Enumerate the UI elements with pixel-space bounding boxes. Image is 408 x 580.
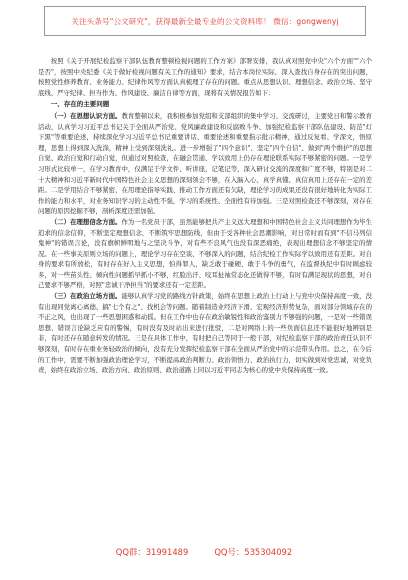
- subsection-1: [38, 111, 372, 217]
- intro-paragraph: 按照《关于开展纪检监察干部队伍教育整顿检视问题的工作方案》部署安排，我认真对照党中央"六个方面""六个是否"，按照中央纪委《关于做好检视问题有关工作的通知》要求，结合本岗位实际，深入查找自身存在的突出问题，按照党性修养教育、业务能力、纪律作风等方面认真梳理了存在的问题。重点从思想认识、理想信念、政治立场、坚守底线、严守纪律、担当作为、作风建设、廉洁自律等方面，现将有关情况报告如下：: [38, 57, 372, 97]
- subsection-2-title: （二）在理想信念方面。: [50, 217, 122, 226]
- subsection-3-title: （三）在政治立场方面。: [50, 292, 122, 301]
- subsection-1-title: （一）在思想认识方面。: [50, 111, 122, 120]
- promo-banner: [44, 6, 366, 36]
- subsection-3-text: 能够认真学习党的路线方针政策，始终在思想上政治上行动上与党中央保持高度一致，没有出现同党离心离德、搞"七个有之"、找机会等问题。随着制造业经济下滑、宏观经济形势复杂，面对部分领域存在的不正之风，也出现了一些思想困惑和动摇。但在工作中也存在政治敏锐性和政治鉴别力不够强的问题，一是对一些错误思想、错误言论缺乏应有的警惕，有时没有及时站出来进行批驳，二是对网络上的一些负面信息还不能很好地辨别是非，有时还存在随意转发的情况。三是在具体工作中，有时把自己等同于一般干部，对纪检监察干部的政治责任认识不够深刻，有时存在重业务轻政治的倾向，没有充分发挥纪检监察干部在全面从严治党中的示范带头作用。总之，在今后的工作中，需要不断加强政治理论学习，不断提高政治判断力、政治领悟力、政治执行力，切实做到对党忠诚，对党负责，始终在政治立场、政治方向、政治原则、政治道路上同以习近平同志为核心的党中央保持高度一致。: [38, 292, 372, 375]
- subsection-2-text: 作为一名党员干部，虽然能够把共产主义远大理想和中国特色社会主义共同理想作为毕生追求的信念信仰，不断坚定理想信念，不断筑牢思想防线，但由于受各种社会思潮影响，对日常时而有到"不信马列信鬼神"的错误言论，没有旗帜鲜明地与之坚决斗争，对有些不良风气也没有深恶痛绝，表现出理想信念不够坚定的情况。在一些事关原则立场的问题上，理论学习存在空谈、不够深入的问题，结合纪检工作实际学以致用还有差距。对自身的要求有所放松，有时存在好人主义思想，怕得罪人，缺乏敢于碰硬、敢于斗争的勇气，在监督执纪中有时顾虑较多，对一些苗头性、倾向性问题抓早抓小不够，红脸出汗、咬耳扯袖常态化还做得不够，有时有满足现状的思想，对自己要求不够严格，对照"忠诚干净担当"的要求还有一定差距。: [38, 217, 372, 290]
- subsection-3: [38, 291, 372, 376]
- qq-number-text: QQ号：535304092: [214, 547, 293, 557]
- subsection-2: [38, 217, 372, 291]
- section-heading: 一、存在的主要问题: [50, 100, 110, 109]
- qq-group-text: QQ群：31991489: [115, 547, 189, 557]
- contact-footer: [0, 546, 408, 562]
- promo-banner-text: 关注头条号"公文研究"，获得最新全最专业的公文资料库！ 微信：gongwenyj: [71, 16, 339, 26]
- subsection-1-text: 教育整顿以来，我积极参加党组和支部组织的集中学习、交流研讨，主要党日和警示教育活动，认真学习习近平总书记关于全面从严治党、党风廉政建设和反腐败斗争、加强纪检监察干部队伍建设、防范"灯下黑"等重要论述，持续深化学习习近平总书记重要讲话、重要论述和重要指示批示精神，通过反复看、学深文，悟原理，思想上得到深入洗涤，精神上受到深刻洗礼。进一步增强了"四个意识"、坚定"四个自信"、做到"两个维护"的思想自觉、政治自觉和行动自觉，但通过对照检查，在融会贯通、学以致用上仍存在理论联系实际不够紧密的问题。一是学习形式比较单一，在学习教育中，仅满足于学文件、听讲座，记笔记等，深入研讨交流的深度和广度不够，特别是对二十大精神和习近平新时代中国特色社会主义思想的深刻领会不够，在入脑入心、真学真懂、真信真用上还存在一定的差距。二是学用结合不够紧密，在用理论指导实践、推动工作方面还有欠缺，理论学习的成果还没有很好地转化为实际工作的能力和水平，对业务知识学习的主动性不强，学习的系统性、全面性有待加强。三是对照检查还不够深刻，对存在问题的原因挖掘不够，剖析深度还需加强。: [38, 111, 372, 216]
- document-body: [38, 56, 372, 376]
